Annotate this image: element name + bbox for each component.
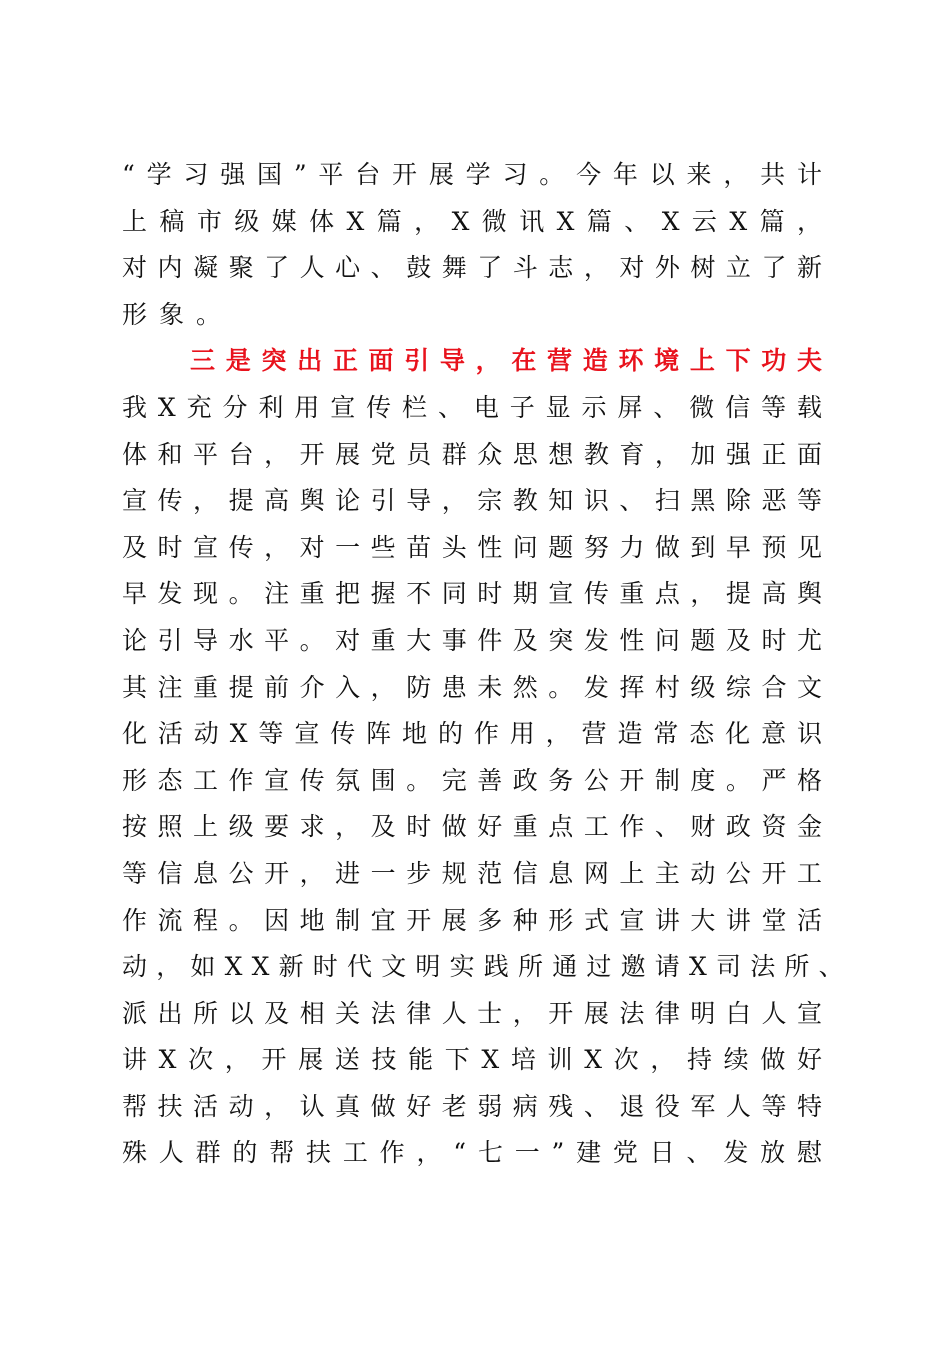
paragraph-line: 帮扶活动，认真做好老弱病残、退役军人等特 xyxy=(122,1091,822,1121)
paragraph-line: 我X充分利用宣传栏、电子显示屏、微信等载 xyxy=(122,392,822,422)
section-heading: 三是突出正面引导，在营造环境上下功夫 xyxy=(190,346,822,376)
paragraph-line: 论引导水平。对重大事件及突发性问题及时尤 xyxy=(122,625,822,655)
paragraph-line: 上稿市级媒体X篇，X微讯X篇、X云X篇， xyxy=(122,206,822,236)
paragraph-line: 作流程。因地制宜开展多种形式宣讲大讲堂活 xyxy=(122,905,822,935)
paragraph-line: 等信息公开，进一步规范信息网上主动公开工 xyxy=(122,858,822,888)
paragraph-line: 化活动X等宣传阵地的作用，营造常态化意识 xyxy=(122,719,822,749)
paragraph-line: 殊人群的帮扶工作，“七一”建党日、发放慰 xyxy=(122,1138,822,1168)
paragraph-line: 按照上级要求，及时做好重点工作、财政资金 xyxy=(122,812,822,842)
paragraph-line: 其注重提前介入，防患未然。发挥村级综合文 xyxy=(122,672,822,702)
paragraph-line: 早发现。注重把握不同时期宣传重点，提高舆 xyxy=(122,579,822,609)
paragraph-line: 及时宣传，对一些苗头性问题努力做到早预见 xyxy=(122,532,822,562)
paragraph-line: 动，如XX新时代文明实践所通过邀请X司法所、 xyxy=(122,952,853,982)
paragraph-line: 讲X次，开展送技能下X培训X次，持续做好 xyxy=(122,1045,822,1075)
paragraph-line: 形象。 xyxy=(122,299,234,329)
paragraph-line: 派出所以及相关法律人士，开展法律明白人宣 xyxy=(122,998,822,1028)
paragraph-line: 对内凝聚了人心、鼓舞了斗志，对外树立了新 xyxy=(122,253,822,283)
paragraph-line: 体和平台，开展党员群众思想教育，加强正面 xyxy=(122,439,822,469)
paragraph-line: 形态工作宣传氛围。完善政务公开制度。严格 xyxy=(122,765,822,795)
paragraph-line: 宣传，提高舆论引导，宗教知识、扫黑除恶等 xyxy=(122,486,822,516)
paragraph-line: “学习强国”平台开展学习。今年以来，共计 xyxy=(122,160,822,189)
document-body xyxy=(122,152,853,1177)
